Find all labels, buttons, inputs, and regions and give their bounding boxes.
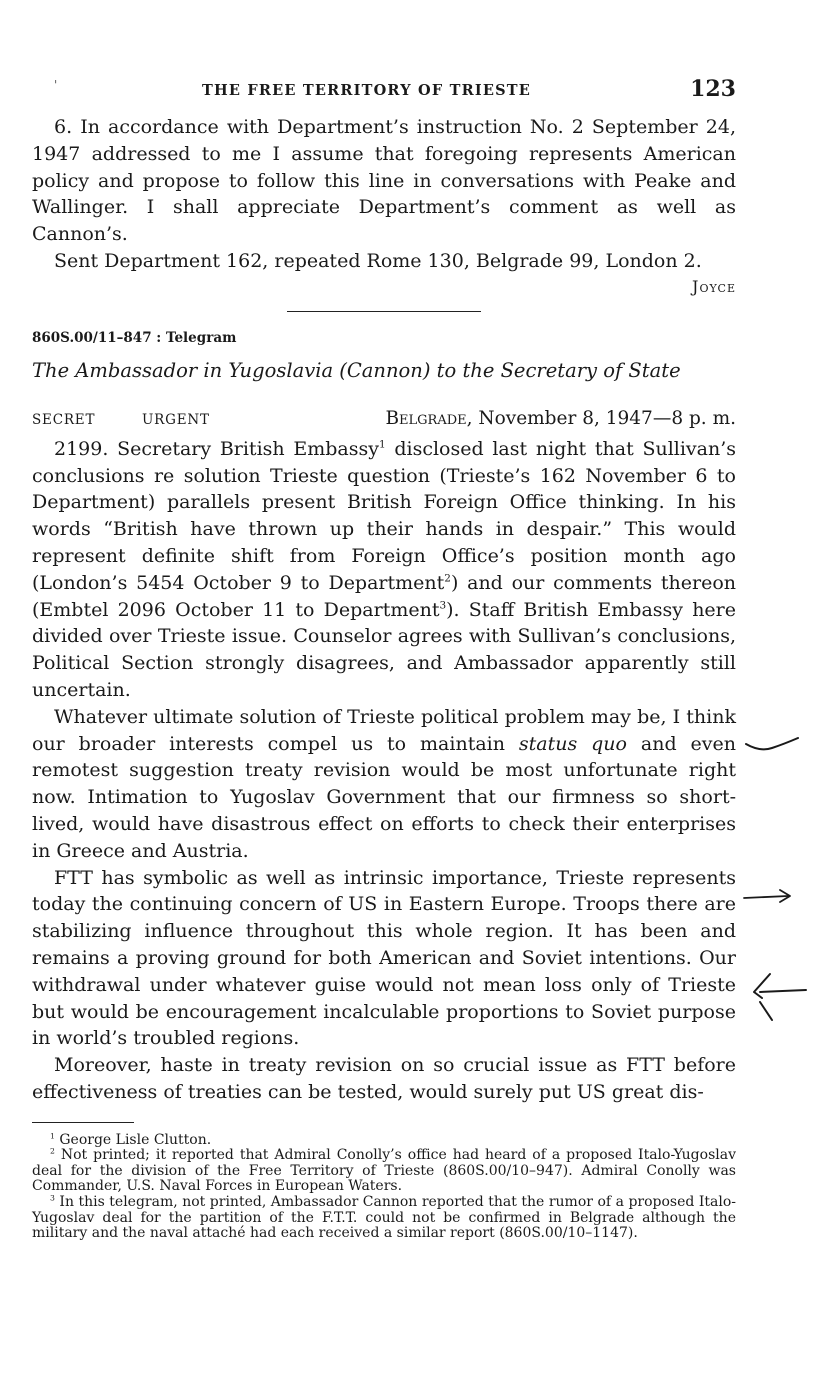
footnote-divider — [32, 1122, 134, 1123]
para1-part-b: disclosed last night that Sullivan’s conclusions re solution Trieste question (Trieste’s 162 November 6 to Department) parallels present British Foreign Office thinking. In his words “British have thrown up their hands in despair.” This would represent definite shift from Foreign Office’s position month ago (London’s 5454 October 9 to Department — [32, 437, 737, 594]
para1-part-c: ) and our comments thereon (Embtel 2096 October 11 to Department — [32, 571, 736, 621]
page-number: 123 — [690, 76, 736, 102]
footnote-2-text: Not printed; it reported that Admiral Conolly’s office had heard of a proposed Italo-Yugoslav deal for the division of the Free Territory of Trieste (860S.00/10–947). Admiral Conolly was Commander, U.S. Naval Forces in European Waters. — [32, 1147, 736, 1195]
paragraph-6: 6. In accordance with Department’s instruction No. 2 September 24, 1947 addressed to me I assume that foregoing represents American policy and propose to follow this line in conversations with Peake and Wallinger. I shall appreciate Department’s comment as well as Cannon’s. — [32, 116, 736, 246]
pen-underline-mark — [742, 730, 802, 760]
heading-before: The Ambassador in Yugoslavia ( — [32, 358, 347, 382]
para2-part-a: Whatever ultimate solution of Trieste political problem may be, I think our broader interests compel us to maintain — [32, 705, 736, 755]
paragraph-2199 — [32, 436, 736, 704]
footnote-2 — [32, 1148, 736, 1195]
sent-line: Sent Department 162, repeated Rome 130, Belgrade 99, London 2. — [54, 249, 702, 272]
paragraph-ftt: FTT has symbolic as well as intrinsic importance, Trieste represents today the continuing concern of US in Eastern Europe. Troops there are stabilizing influence throughout this whole region. It has been and remains a proving ground for both American and Soviet intentions. Our withdrawal under whatever guise would not mean loss only of Trieste but would be encouragement incalculable proportions to Soviet purpose in world’s troubled regions. — [32, 866, 736, 1050]
place: Belgrade — [385, 407, 467, 429]
heading-after: ) to the Secretary of State — [422, 358, 681, 382]
paragraph-status-quo — [32, 704, 736, 865]
footnote-3 — [32, 1195, 736, 1242]
running-title: THE FREE TERRITORY OF TRIESTE — [202, 82, 531, 99]
footnote-ref-2: 2 — [444, 572, 451, 585]
stray-mark: ' — [54, 78, 58, 92]
footnote-1 — [32, 1133, 736, 1149]
footnote-1-text: George Lisle Clutton. — [59, 1131, 212, 1148]
section-divider — [287, 311, 481, 312]
para1-part-a: 2199. Secretary British Embassy — [54, 437, 379, 460]
running-head — [32, 70, 736, 114]
paragraph-moreover: Moreover, haste in treaty revision on so crucial issue as FTT before effectiveness of treaties can be tested, would surely put US great dis- — [32, 1054, 736, 1103]
footnote-3-number: 3 — [50, 1193, 55, 1203]
footnote-ref-1: 1 — [378, 438, 386, 451]
document-page — [32, 70, 736, 1242]
status-quo-italic: status quo — [518, 732, 627, 755]
para1-part-d: ). Staff British Embassy here divided over Trieste issue. Counselor agrees with Sullivan’s conclusions, Political Section strongly disagrees, and Ambassador apparently still uncertain. — [32, 598, 736, 701]
file-reference: 860S.00/11–847 : Telegram — [32, 329, 237, 346]
footnote-2-number: 2 — [50, 1146, 55, 1156]
heading-name: Cannon — [346, 358, 423, 382]
place-date — [385, 408, 736, 429]
pen-arrow-mark — [742, 884, 794, 908]
footnote-ref-3: 3 — [439, 599, 447, 612]
footnote-1-number: 1 — [50, 1131, 55, 1141]
classification-tag: SECRET — [32, 411, 96, 428]
priority-tag: URGENT — [142, 411, 210, 428]
pen-arrow-mark — [748, 968, 810, 1028]
para2-part-b: and even remotest suggestion treaty revision would be most unfortunate right now. Intimation to Yugoslav Government that our firmness so short-lived, would have disastrous effect on efforts to check their enterprises in Greece and Austria. — [32, 732, 736, 862]
dateline — [32, 408, 736, 436]
signature: Joyce — [692, 276, 736, 296]
document-heading — [32, 358, 736, 384]
date: , November 8, 1947—8 p. m. — [466, 407, 736, 429]
footnote-3-text: In this telegram, not printed, Ambassador Cannon reported that the rumor of a proposed Italo-Yugoslav deal for the partition of the F.T.T. could not be confirmed in Belgrade although the military and the naval attaché had each received a similar report (860S.00/10–1147). — [32, 1194, 736, 1242]
